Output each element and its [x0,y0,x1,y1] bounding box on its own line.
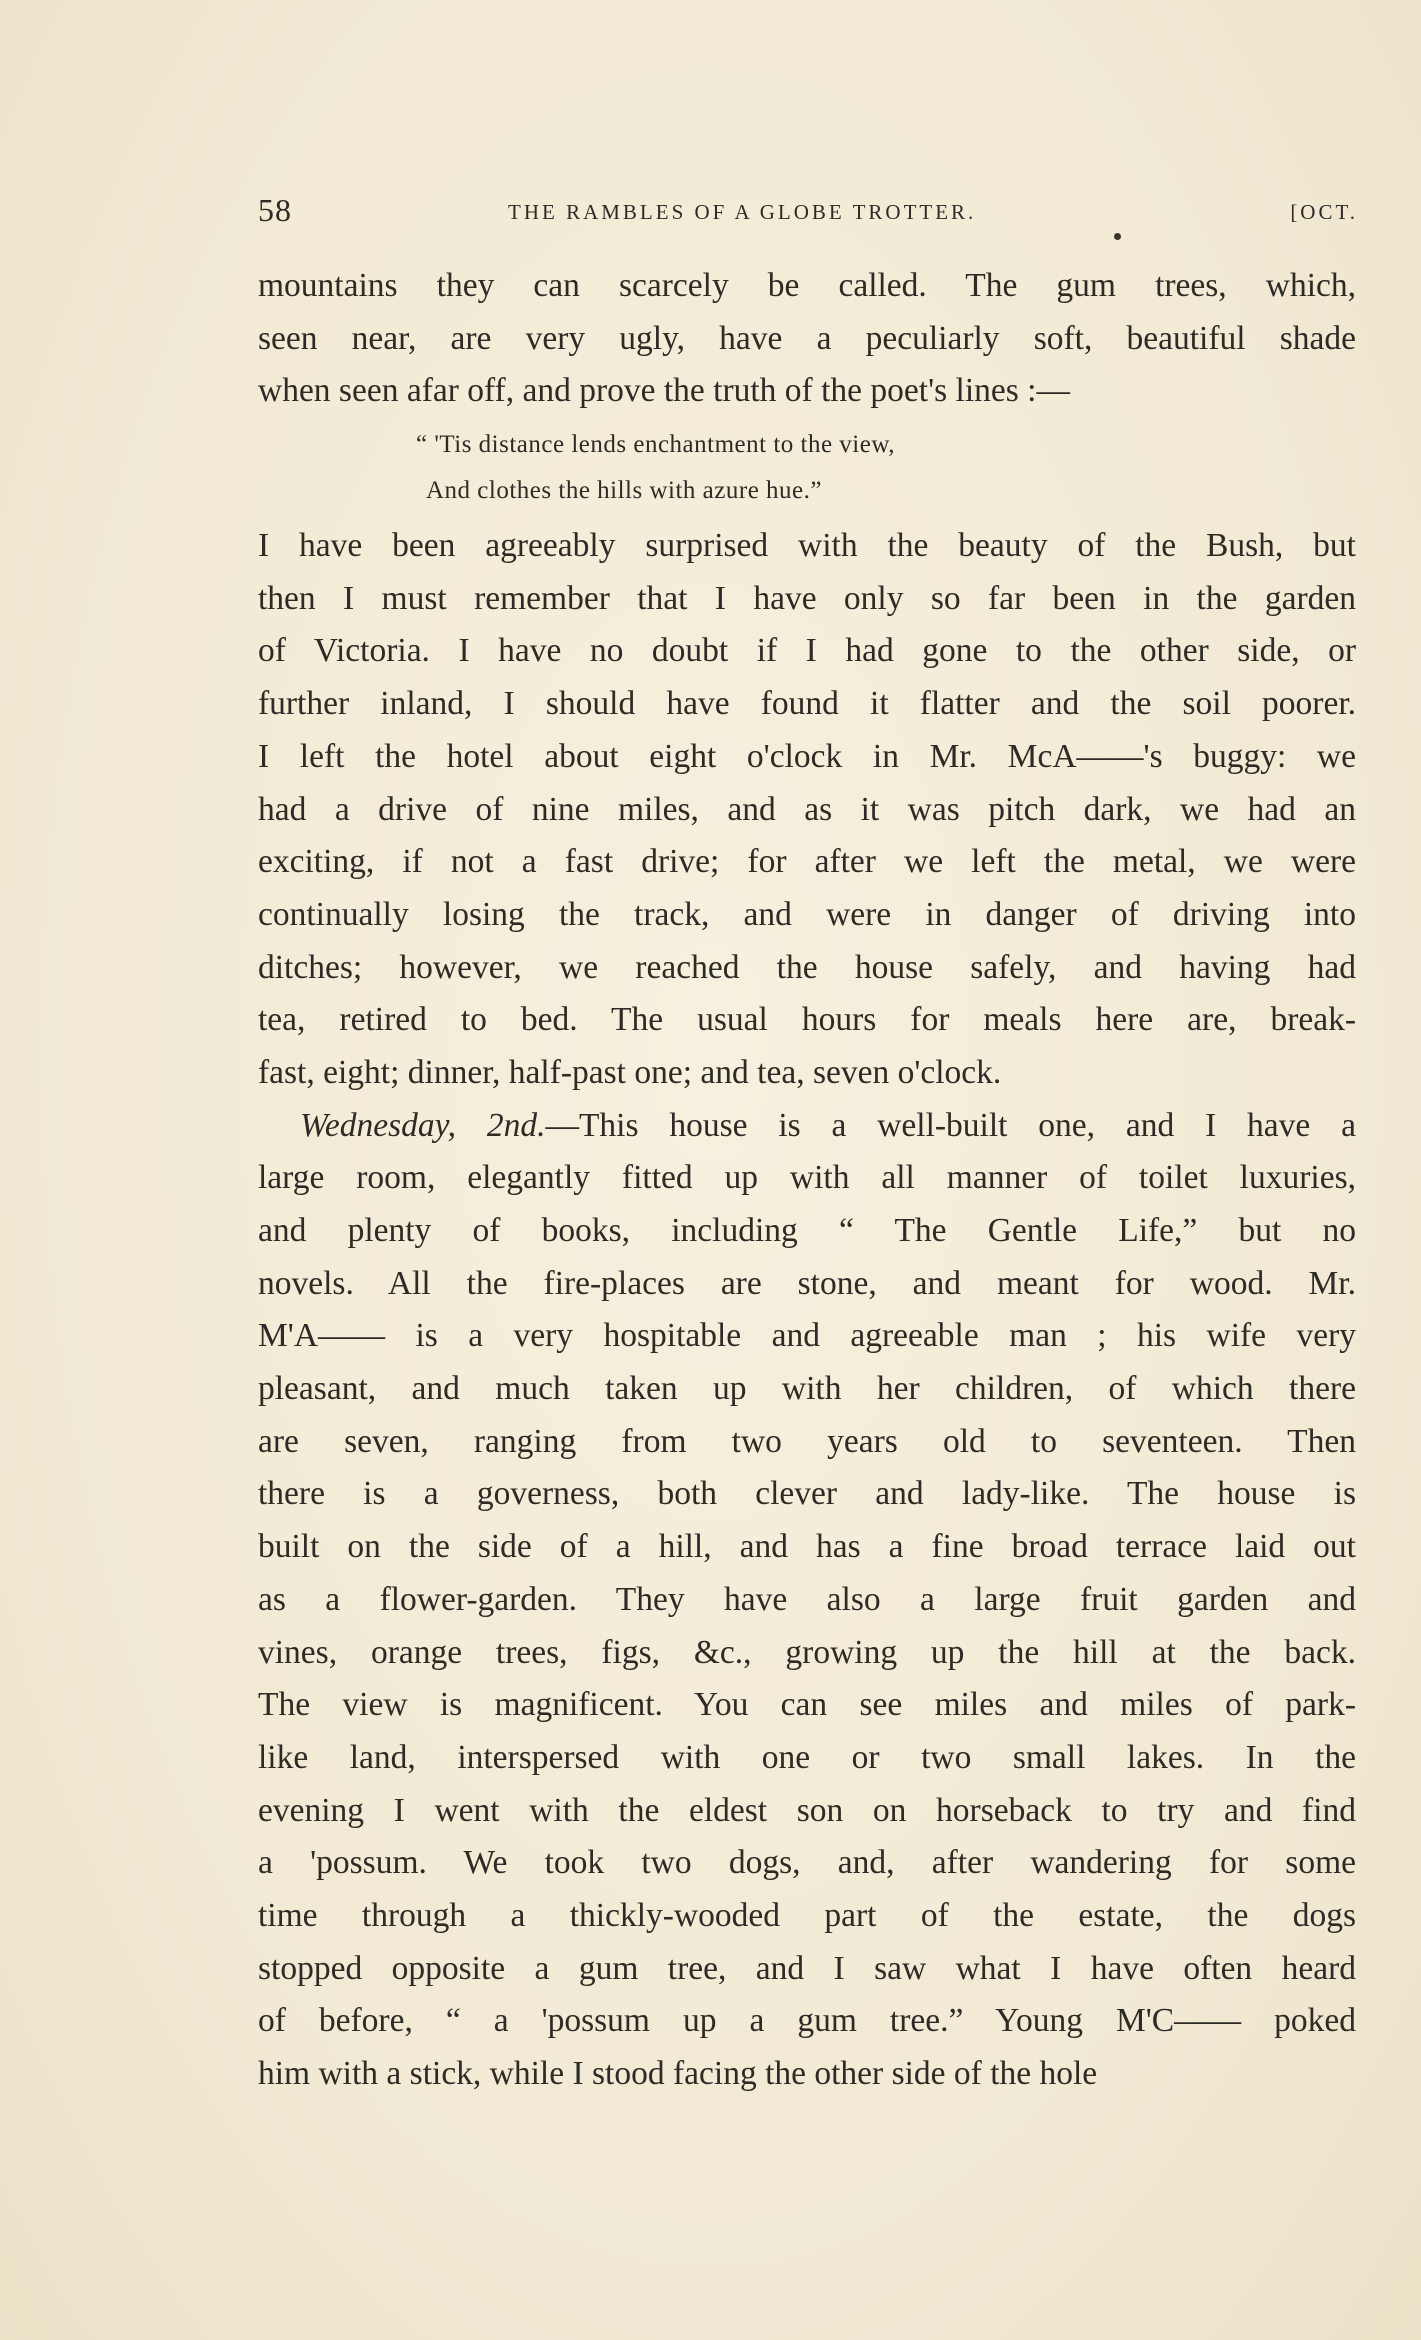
text-line: exciting, if not a fast drive; for after we left the metal, we were [258,843,1356,881]
month-marker: [OCT. [1290,200,1358,224]
text-line: M'A—— is a very hospitable and agreeable man ; his wife very [258,1317,1356,1355]
verse-quote [258,422,1356,514]
text-line: a 'possum. We took two dogs, and, after wandering for some [258,1844,1356,1882]
text-line: I left the hotel about eight o'clock in Mr. McA——'s buggy: we [258,737,1356,775]
text-line: tea, retired to bed. The usual hours for meals here are, break- [258,1001,1356,1039]
body-text [258,260,1356,2101]
ink-speck [1114,233,1121,240]
text-line: fast, eight; dinner, half-past one; and tea, seven o'clock. [258,1053,1002,1091]
verse-line: And clothes the hills with azure hue.” [426,477,822,505]
text-line: are seven, ranging from two years old to seventeen. Then [258,1422,1356,1460]
text-line-wednesday [258,1100,1356,1153]
running-title: THE RAMBLES OF A GLOBE TROTTER. [508,200,977,224]
text-line: continually losing the track, and were in danger of driving into [258,895,1356,933]
text-line: when seen afar off, and prove the truth of the poet's lines :— [258,372,1070,410]
text-line: him with a stick, while I stood facing the other side of the hole [258,2055,1098,2092]
text-line: evening I went with the eldest son on horseback to try and find [258,1791,1356,1829]
text-line: time through a thickly-wooded part of the estate, the dogs [258,1896,1356,1934]
text-line: there is a governess, both clever and lady-like. The house is [258,1475,1356,1513]
text-line: vines, orange trees, figs, &c., growing up the hill at the back. [258,1633,1356,1671]
text-line: built on the side of a hill, and has a fine broad terrace laid out [258,1528,1356,1566]
text-line: The view is magnificent. You can see miles and miles of park- [258,1686,1356,1724]
text-line: of before, “ a 'possum up a gum tree.” Young M'C—— poked [258,2002,1356,2040]
text-line: novels. All the fire-places are stone, and meant for wood. Mr. [258,1264,1356,1302]
verse-line: “ 'Tis distance lends enchantment to the view, [416,431,896,459]
diary-entry-start: —This house is a well-built one, and I have a [545,1106,1356,1144]
text-line: had a drive of nine miles, and as it was pitch dark, we had an [258,790,1356,828]
text-line: as a flower-garden. They have also a large fruit garden and [258,1580,1356,1618]
text-line: of Victoria. I have no doubt if I had gone to the other side, or [258,632,1356,670]
text-line: pleasant, and much taken up with her children, of which there [258,1370,1356,1408]
page-number: 58 [258,192,292,228]
text-line: further inland, I should have found it flatter and the soil poorer. [258,685,1356,723]
text-line: I have been agreeably surprised with the beauty of the Bush, but [258,527,1356,565]
text-line: large room, elegantly fitted up with all manner of toilet luxuries, [258,1159,1356,1197]
text-line: and plenty of books, including “ The Gentle Life,” but no [258,1212,1356,1249]
text-line: mountains they can scarcely be called. The gum trees, which, [258,267,1356,304]
text-line: then I must remember that I have only so far been in the garden [258,579,1356,617]
text-line: ditches; however, we reached the house safely, and having had [258,948,1356,986]
running-header [258,192,1358,232]
text-line: seen near, are very ugly, have a peculiarly soft, beautiful shade [258,319,1356,357]
diary-date: Wednesday, 2nd. [300,1106,546,1144]
text-line: stopped opposite a gum tree, and I saw what I have often heard [258,1949,1356,1987]
text-line: like land, interspersed with one or two small lakes. In the [258,1738,1356,1776]
